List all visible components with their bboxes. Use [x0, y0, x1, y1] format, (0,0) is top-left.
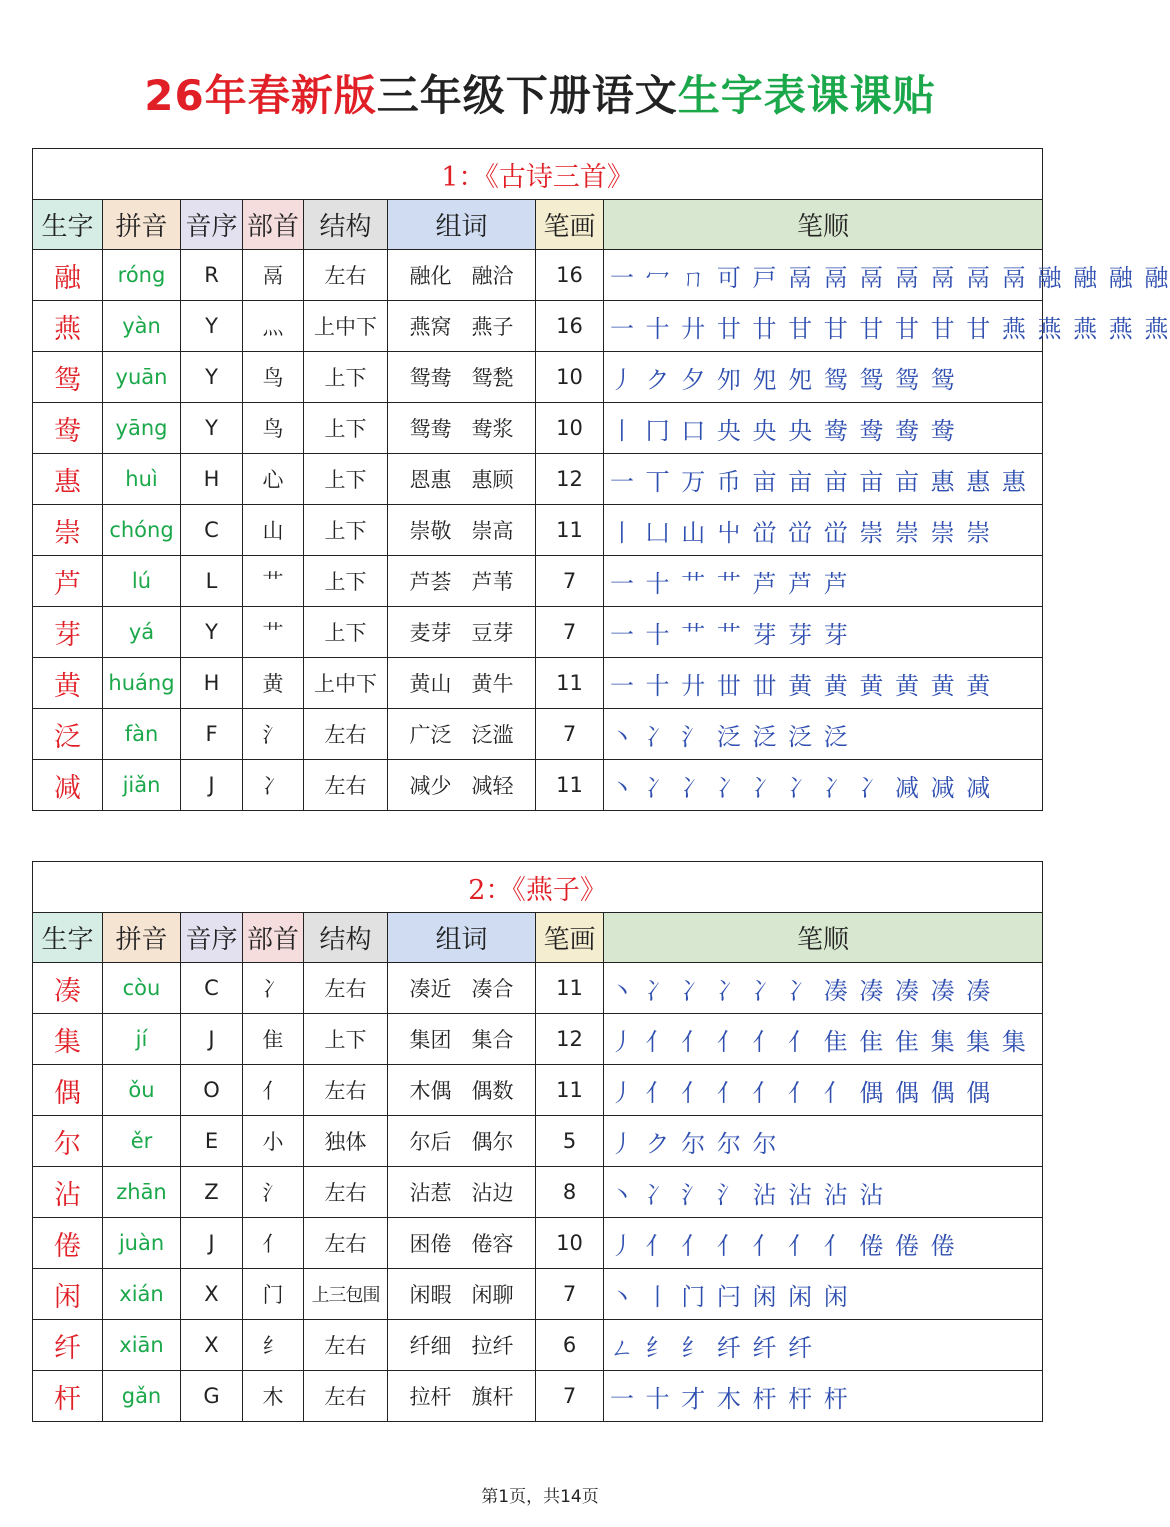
order-cell: O	[181, 1065, 243, 1116]
stroke-sequence-cell: 一 十 艹 艹 芽 芽 芽	[604, 607, 1043, 658]
stroke-sequence-cell: 丶 冫 氵 泛 泛 泛 泛	[604, 709, 1043, 760]
word-1: 广泛	[409, 723, 452, 747]
header-words: 组词	[388, 913, 536, 963]
character-cell: 杆	[33, 1371, 103, 1422]
order-cell: J	[181, 1218, 243, 1269]
word-2: 泛滥	[471, 723, 514, 747]
pinyin-cell: róng	[103, 250, 181, 301]
pinyin-cell: yá	[103, 607, 181, 658]
character-cell: 尔	[33, 1116, 103, 1167]
table-row	[33, 556, 1043, 607]
words-cell	[388, 1218, 536, 1269]
radical-cell: 灬	[243, 301, 304, 352]
radical-cell: 鸟	[243, 352, 304, 403]
words-cell	[388, 556, 536, 607]
pinyin-cell: yuān	[103, 352, 181, 403]
pinyin-cell: còu	[103, 963, 181, 1014]
radical-cell: 氵	[243, 709, 304, 760]
strokes-cell: 10	[536, 1218, 604, 1269]
strokes-cell: 7	[536, 607, 604, 658]
order-cell: Y	[181, 301, 243, 352]
structure-cell: 独体	[304, 1116, 388, 1167]
character-cell: 减	[33, 760, 103, 811]
word-2: 减轻	[471, 774, 514, 798]
word-2: 黄牛	[471, 672, 514, 696]
strokes-cell: 7	[536, 1269, 604, 1320]
character-cell: 闲	[33, 1269, 103, 1320]
order-cell: J	[181, 1014, 243, 1065]
word-2: 燕子	[471, 315, 514, 339]
table-row	[33, 1218, 1043, 1269]
pinyin-cell: yàn	[103, 301, 181, 352]
pinyin-cell: juàn	[103, 1218, 181, 1269]
table-row	[33, 1014, 1043, 1065]
character-cell: 崇	[33, 505, 103, 556]
word-2: 惠顾	[471, 468, 514, 492]
radical-cell: 氵	[243, 1167, 304, 1218]
table-row	[33, 709, 1043, 760]
stroke-sequence-cell: 丨 冂 口 央 央 央 鸯 鸯 鸯 鸯	[604, 403, 1043, 454]
words-cell	[388, 352, 536, 403]
lesson-title: 1：《古诗三首》	[33, 149, 1043, 200]
order-cell: R	[181, 250, 243, 301]
structure-cell: 上中下	[304, 301, 388, 352]
stroke-sequence-cell: 丿 亻 亻 亻 亻 亻 隹 隹 隹 集 集 集	[604, 1014, 1043, 1065]
pinyin-cell: zhān	[103, 1167, 181, 1218]
table-row	[33, 250, 1043, 301]
table-row	[33, 301, 1043, 352]
character-cell: 鸳	[33, 352, 103, 403]
character-cell: 惠	[33, 454, 103, 505]
word-1: 纤细	[409, 1334, 452, 1358]
pinyin-cell: ěr	[103, 1116, 181, 1167]
stroke-sequence-cell: 一 十 才 木 杆 杆 杆	[604, 1371, 1043, 1422]
character-cell: 沾	[33, 1167, 103, 1218]
word-1: 黄山	[409, 672, 452, 696]
stroke-sequence-cell: 丶 丨 门 闩 闲 闲 闲	[604, 1269, 1043, 1320]
word-1: 减少	[409, 774, 452, 798]
radical-cell: 木	[243, 1371, 304, 1422]
table-row	[33, 1167, 1043, 1218]
structure-cell: 左右	[304, 760, 388, 811]
words-cell	[388, 301, 536, 352]
structure-cell: 左右	[304, 1371, 388, 1422]
order-cell: L	[181, 556, 243, 607]
order-cell: Z	[181, 1167, 243, 1218]
lesson-title: 2：《燕子》	[33, 862, 1043, 913]
words-cell	[388, 454, 536, 505]
strokes-cell: 7	[536, 1371, 604, 1422]
words-cell	[388, 1269, 536, 1320]
pinyin-cell: chóng	[103, 505, 181, 556]
radical-cell: 山	[243, 505, 304, 556]
order-cell: Y	[181, 607, 243, 658]
order-cell: H	[181, 658, 243, 709]
structure-cell: 左右	[304, 1065, 388, 1116]
structure-cell: 左右	[304, 1320, 388, 1371]
radical-cell: 小	[243, 1116, 304, 1167]
structure-cell: 上中下	[304, 658, 388, 709]
pinyin-cell: ǒu	[103, 1065, 181, 1116]
pinyin-cell: fàn	[103, 709, 181, 760]
strokes-cell: 7	[536, 556, 604, 607]
header-char: 生字	[33, 200, 103, 250]
stroke-sequence-cell: 丶 冫 冫 冫 冫 冫 冫 冫 减 减 减	[604, 760, 1043, 811]
word-1: 沾惹	[409, 1181, 452, 1205]
structure-cell: 上下	[304, 556, 388, 607]
character-cell: 鸯	[33, 403, 103, 454]
table-row	[33, 1320, 1043, 1371]
word-2: 倦容	[471, 1232, 514, 1256]
word-1: 融化	[409, 264, 452, 288]
words-cell	[388, 709, 536, 760]
table-row	[33, 963, 1043, 1014]
table-row	[33, 1269, 1043, 1320]
table-row	[33, 403, 1043, 454]
header-structure: 结构	[304, 200, 388, 250]
table-row	[33, 1116, 1043, 1167]
radical-cell: 艹	[243, 607, 304, 658]
table-row	[33, 352, 1043, 403]
radical-cell: 门	[243, 1269, 304, 1320]
title-part-3: 生字表课课贴	[677, 71, 936, 120]
structure-cell: 左右	[304, 250, 388, 301]
stroke-sequence-cell: ㄥ 纟 纟 纤 纤 纤	[604, 1320, 1043, 1371]
pinyin-cell: yāng	[103, 403, 181, 454]
header-structure: 结构	[304, 913, 388, 963]
pinyin-cell: lú	[103, 556, 181, 607]
character-cell: 燕	[33, 301, 103, 352]
word-2: 沾边	[471, 1181, 514, 1205]
table-row	[33, 454, 1043, 505]
structure-cell: 上三包围	[304, 1269, 388, 1320]
words-cell	[388, 963, 536, 1014]
strokes-cell: 6	[536, 1320, 604, 1371]
radical-cell: 冫	[243, 760, 304, 811]
word-1: 鸳鸯	[409, 417, 452, 441]
words-cell	[388, 1167, 536, 1218]
word-2: 芦苇	[471, 570, 514, 594]
order-cell: E	[181, 1116, 243, 1167]
header-pinyin: 拼音	[103, 200, 181, 250]
structure-cell: 左右	[304, 709, 388, 760]
word-2: 凑合	[471, 977, 514, 1001]
header-radical: 部首	[243, 913, 304, 963]
stroke-sequence-cell: 丨 凵 山 屮 峃 峃 峃 崇 崇 崇 崇	[604, 505, 1043, 556]
strokes-cell: 10	[536, 403, 604, 454]
structure-cell: 上下	[304, 1014, 388, 1065]
stroke-sequence-cell: 丶 冫 冫 冫 冫 冫 凑 凑 凑 凑 凑	[604, 963, 1043, 1014]
structure-cell: 左右	[304, 963, 388, 1014]
radical-cell: 亻	[243, 1218, 304, 1269]
character-cell: 凑	[33, 963, 103, 1014]
order-cell: Y	[181, 403, 243, 454]
strokes-cell: 12	[536, 454, 604, 505]
words-cell	[388, 760, 536, 811]
word-2: 闲聊	[471, 1283, 514, 1307]
words-cell	[388, 1116, 536, 1167]
word-1: 芦荟	[409, 570, 452, 594]
character-cell: 黄	[33, 658, 103, 709]
strokes-cell: 11	[536, 1065, 604, 1116]
pinyin-cell: xiān	[103, 1320, 181, 1371]
word-2: 鸯浆	[471, 417, 514, 441]
order-cell: J	[181, 760, 243, 811]
stroke-sequence-cell: 丿 ク 尔 尔 尔	[604, 1116, 1043, 1167]
word-1: 麦芽	[409, 621, 452, 645]
words-cell	[388, 403, 536, 454]
pinyin-cell: huáng	[103, 658, 181, 709]
header-char: 生字	[33, 913, 103, 963]
page-title	[0, 66, 1080, 126]
order-cell: X	[181, 1320, 243, 1371]
header-order: 音序	[181, 200, 243, 250]
word-1: 崇敬	[409, 519, 452, 543]
character-cell: 倦	[33, 1218, 103, 1269]
character-cell: 泛	[33, 709, 103, 760]
structure-cell: 左右	[304, 1167, 388, 1218]
radical-cell: 心	[243, 454, 304, 505]
word-1: 拉杆	[409, 1385, 452, 1409]
header-radical: 部首	[243, 200, 304, 250]
words-cell	[388, 505, 536, 556]
word-2: 偶尔	[471, 1130, 514, 1154]
radical-cell: 艹	[243, 556, 304, 607]
stroke-sequence-cell: 丿 亻 亻 亻 亻 亻 亻 倦 倦 倦	[604, 1218, 1043, 1269]
table-row	[33, 607, 1043, 658]
words-cell	[388, 1065, 536, 1116]
character-cell: 芦	[33, 556, 103, 607]
table-row	[33, 760, 1043, 811]
character-cell: 芽	[33, 607, 103, 658]
pinyin-cell: jí	[103, 1014, 181, 1065]
word-1: 集团	[409, 1028, 452, 1052]
order-cell: G	[181, 1371, 243, 1422]
title-part-1: 26年春新版	[144, 71, 377, 120]
word-2: 集合	[471, 1028, 514, 1052]
structure-cell: 上下	[304, 505, 388, 556]
radical-cell: 鸟	[243, 403, 304, 454]
words-cell	[388, 1320, 536, 1371]
strokes-cell: 11	[536, 760, 604, 811]
structure-cell: 上下	[304, 403, 388, 454]
radical-cell: 纟	[243, 1320, 304, 1371]
character-cell: 纤	[33, 1320, 103, 1371]
order-cell: X	[181, 1269, 243, 1320]
words-cell	[388, 250, 536, 301]
strokes-cell: 16	[536, 301, 604, 352]
word-2: 鸳甃	[471, 366, 514, 390]
strokes-cell: 11	[536, 505, 604, 556]
page-footer: 第1页，共14页	[481, 1487, 599, 1507]
lesson-table-1	[32, 148, 1170, 811]
word-2: 崇高	[471, 519, 514, 543]
strokes-cell: 10	[536, 352, 604, 403]
word-1: 困倦	[409, 1232, 452, 1256]
words-cell	[388, 607, 536, 658]
strokes-cell: 11	[536, 658, 604, 709]
lesson-table-2	[32, 861, 1043, 1422]
character-cell: 偶	[33, 1065, 103, 1116]
table-row	[33, 1065, 1043, 1116]
word-1: 恩惠	[409, 468, 452, 492]
header-strokes: 笔画	[536, 913, 604, 963]
stroke-sequence-cell: 一 十 廾 丗 丗 黄 黄 黄 黄 黄 黄	[604, 658, 1043, 709]
pinyin-cell: huì	[103, 454, 181, 505]
word-2: 旗杆	[471, 1385, 514, 1409]
order-cell: Y	[181, 352, 243, 403]
words-cell	[388, 658, 536, 709]
word-2: 偶数	[471, 1079, 514, 1103]
radical-cell: 隹	[243, 1014, 304, 1065]
structure-cell: 上下	[304, 607, 388, 658]
character-cell: 融	[33, 250, 103, 301]
structure-cell: 上下	[304, 352, 388, 403]
character-cell: 集	[33, 1014, 103, 1065]
word-2: 豆芽	[471, 621, 514, 645]
word-1: 燕窝	[409, 315, 452, 339]
table-row	[33, 505, 1043, 556]
header-sequence: 笔顺	[604, 913, 1043, 963]
header-strokes: 笔画	[536, 200, 604, 250]
table-row	[33, 1371, 1043, 1422]
stroke-sequence-cell: 一 冖 ㄇ 可 戸 鬲 鬲 鬲 鬲 鬲 鬲 鬲 融 融 融 融	[604, 250, 1043, 301]
word-1: 木偶	[409, 1079, 452, 1103]
strokes-cell: 12	[536, 1014, 604, 1065]
strokes-cell: 8	[536, 1167, 604, 1218]
word-1: 尔后	[409, 1130, 452, 1154]
order-cell: H	[181, 454, 243, 505]
order-cell: F	[181, 709, 243, 760]
header-sequence: 笔顺	[604, 200, 1043, 250]
title-part-2: 三年级下册语文	[376, 71, 678, 120]
word-2: 拉纤	[471, 1334, 514, 1358]
header-words: 组词	[388, 200, 536, 250]
stroke-sequence-cell: 一 丅 万 币 亩 亩 亩 亩 亩 惠 惠 惠	[604, 454, 1043, 505]
words-cell	[388, 1371, 536, 1422]
stroke-sequence-cell: 一 十 廾 廿 廿 甘 甘 甘 甘 甘 甘 燕 燕 燕 燕 燕	[604, 301, 1043, 352]
words-cell	[388, 1014, 536, 1065]
stroke-sequence-cell: 丿 亻 亻 亻 亻 亻 亻 偶 偶 偶 偶	[604, 1065, 1043, 1116]
strokes-cell: 5	[536, 1116, 604, 1167]
strokes-cell: 7	[536, 709, 604, 760]
header-pinyin: 拼音	[103, 913, 181, 963]
stroke-sequence-cell: 丶 冫 氵 氵 沾 沾 沾 沾	[604, 1167, 1043, 1218]
radical-cell: 亻	[243, 1065, 304, 1116]
word-1: 闲暇	[409, 1283, 452, 1307]
header-order: 音序	[181, 913, 243, 963]
stroke-sequence-cell: 丿 ク 夕 夘 夗 夗 鸳 鸳 鸳 鸳	[604, 352, 1043, 403]
radical-cell: 冫	[243, 963, 304, 1014]
strokes-cell: 16	[536, 250, 604, 301]
order-cell: C	[181, 963, 243, 1014]
radical-cell: 黄	[243, 658, 304, 709]
pinyin-cell: jiǎn	[103, 760, 181, 811]
word-1: 鸳鸯	[409, 366, 452, 390]
word-2: 融洽	[471, 264, 514, 288]
order-cell: C	[181, 505, 243, 556]
pinyin-cell: gǎn	[103, 1371, 181, 1422]
structure-cell: 上下	[304, 454, 388, 505]
table-row	[33, 658, 1043, 709]
pinyin-cell: xián	[103, 1269, 181, 1320]
word-1: 凑近	[409, 977, 452, 1001]
stroke-sequence-cell: 一 十 艹 艹 芦 芦 芦	[604, 556, 1043, 607]
strokes-cell: 11	[536, 963, 604, 1014]
structure-cell: 左右	[304, 1218, 388, 1269]
radical-cell: 鬲	[243, 250, 304, 301]
